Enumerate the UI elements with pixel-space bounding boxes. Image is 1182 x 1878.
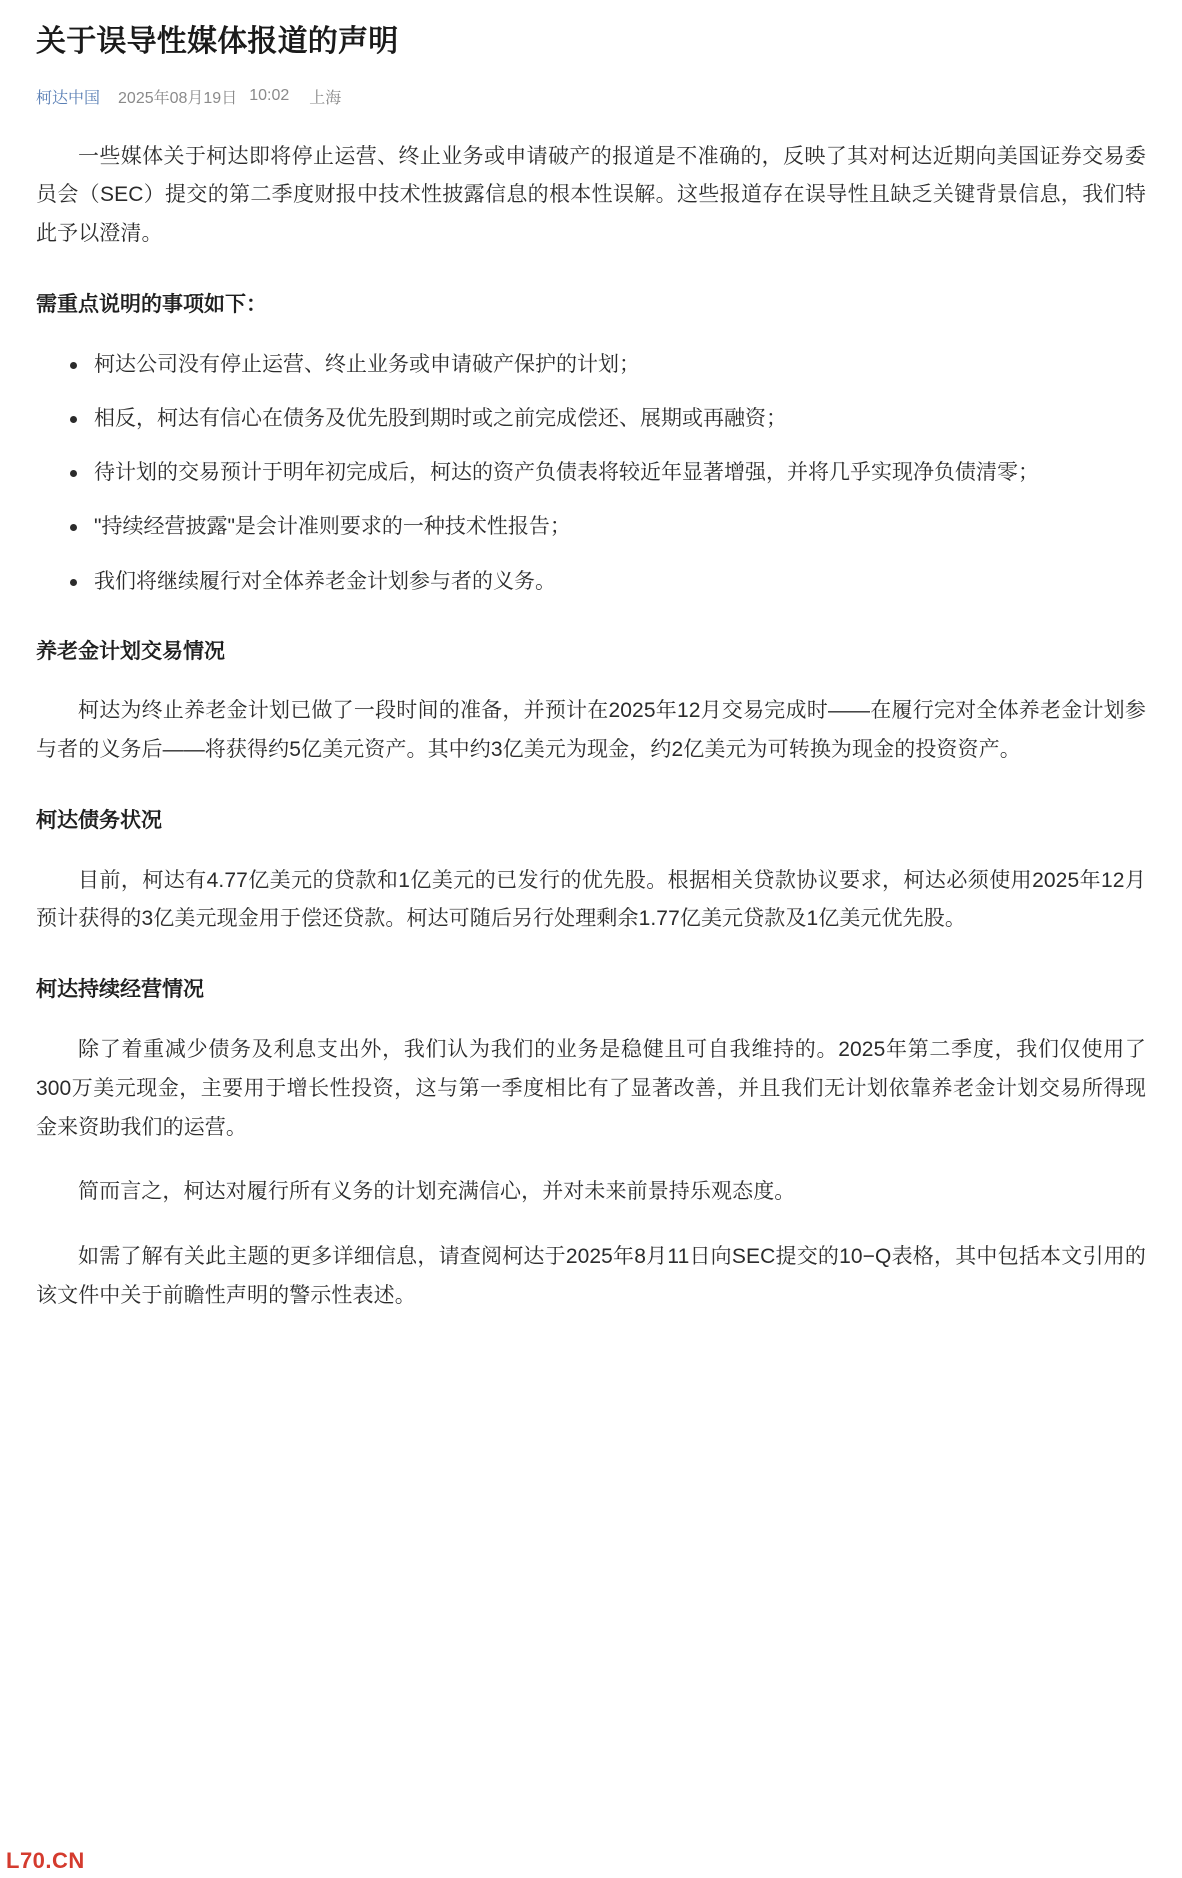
list-item: 我们将继续履行对全体养老金计划参与者的义务。 [68,563,1146,601]
key-points-list [36,346,1146,601]
section-paragraph: 如需了解有关此主题的更多详细信息，请查阅柯达于2025年8月11日向SEC提交的10−Q表格，其中包括本文引用的该文件中关于前瞻性声明的警示性表述。 [36,1245,1146,1308]
section-heading-pension: 养老金计划交易情况 [36,639,225,663]
article-date: 2025年08月19日 [118,89,238,107]
section-heading-going-concern: 柯达持续经营情况 [36,978,204,1002]
article-place: 上海 [309,89,342,107]
page-title: 关于误导性媒体报道的声明 [36,25,399,58]
list-item: "持续经营披露"是会计准则要求的一种技术性报告； [68,508,1146,546]
section-heading-debt: 柯达债务状况 [36,809,162,832]
section-paragraph: 除了着重减少债务及利息支出外，我们认为我们的业务是稳健且可自我维持的。2025年第二季度，我们仅使用了300万美元现金，主要用于增长性投资，这与第一季度相比有了显著改善，并且我们无计划依靠养老金计划交易所得现金来资助我们的运营。 [36,1037,1146,1139]
list-item: 柯达公司没有停止运营、终止业务或申请破产保护的计划； [68,346,1146,384]
list-item: 相反，柯达有信心在债务及优先股到期时或之前完成偿还、展期或再融资； [68,400,1146,438]
article-meta [36,85,1146,108]
section-paragraph: 目前，柯达有4.77亿美元的贷款和1亿美元的已发行的优先股。根据相关贷款协议要求，柯达必须使用2025年12月预计获得的3亿美元现金用于偿还贷款。柯达可随后另行处理剩余1.77亿美元贷款及1亿美元优先股。 [36,868,1146,931]
key-points-heading: 需重点说明的事项如下： [36,293,267,317]
list-item: 待计划的交易预计于明年初完成后，柯达的资产负债表将较近年显著增强，并将几乎实现净负债清零； [68,454,1146,492]
article-source[interactable]: 柯达中国 [36,89,101,107]
article-time: 10:02 [249,87,290,104]
section-paragraph: 简而言之，柯达对履行所有义务的计划充满信心，并对未来前景持乐观态度。 [78,1180,796,1204]
watermark: L70.CN [6,1848,85,1873]
section-paragraph: 柯达为终止养老金计划已做了一段时间的准备，并预计在2025年12月交易完成时——在履行完对全体养老金计划参与者的义务后——将获得约5亿美元资产。其中约3亿美元为现金，约2亿美元为可转换为现金的投资资产。 [36,699,1146,762]
lead-paragraph: 一些媒体关于柯达即将停止运营、终止业务或申请破产的报道是不准确的，反映了其对柯达近期向美国证券交易委员会（SEC）提交的第二季度财报中技术性披露信息的根本性误解。这些报道存在误导性且缺乏关键背景信息，我们特此予以澄清。 [36,144,1146,246]
